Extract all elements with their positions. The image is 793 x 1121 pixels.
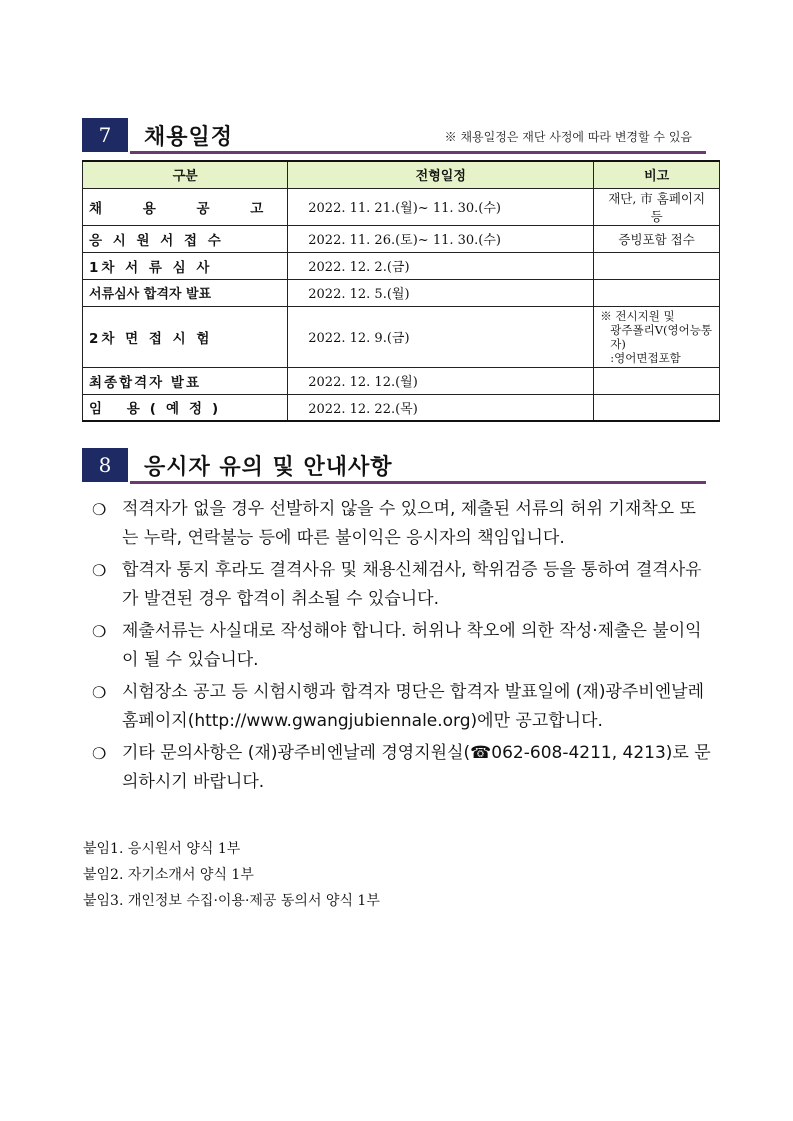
notice-text: 적격자가 없을 경우 선발하지 않을 수 있으며, 제출된 서류의 허위 기재착오 또는 누락, 연락불능 등에 따른 불이익은 응시자의 책임입니다. [122, 499, 696, 548]
circle-bullet-icon: ❍ [92, 500, 107, 519]
circle-bullet-icon: ❍ [92, 683, 107, 702]
table-row [83, 367, 720, 394]
date-cell: 2022. 11. 26.(토)~ 11. 30.(수) [288, 225, 594, 252]
note-cell [594, 306, 720, 367]
table-row [83, 306, 720, 367]
date-cell: 2022. 12. 5.(월) [288, 279, 594, 306]
section-underline [130, 481, 706, 484]
category-cell: 응 시 원 서 접 수 [83, 225, 288, 252]
schedule-table [82, 160, 720, 422]
table-header-row [83, 161, 720, 188]
column-header: 비고 [594, 161, 720, 188]
list-item [92, 739, 712, 797]
date-cell: 2022. 11. 21.(월)~ 11. 30.(수) [288, 188, 594, 225]
note-line: ※ 전시지원 및 [600, 308, 675, 323]
list-item [92, 556, 712, 614]
notice-text: 기타 문의사항은 (재)광주비엔날레 경영지원실(☎062-608-4211, 4213)로 문의하시기 바랍니다. [122, 743, 711, 792]
column-header: 구분 [83, 161, 288, 188]
date-cell: 2022. 12. 22.(목) [288, 394, 594, 421]
note-cell [594, 367, 720, 394]
table-row [83, 252, 720, 279]
note-line: :영어면접포함 [610, 350, 681, 365]
category-cell: 1차 서 류 심 사 [83, 252, 288, 279]
list-item [92, 678, 712, 736]
date-cell: 2022. 12. 12.(월) [288, 367, 594, 394]
section-7-header [82, 118, 706, 154]
notice-text: 시험장소 공고 등 시험시행과 합격자 명단은 합격자 발표일에 (재)광주비엔날레홈페이지(http://www.gwangjubiennale.org)에만 공고합니다. [122, 682, 704, 731]
schedule-change-note: ※ 채용일정은 재단 사정에 따라 변경할 수 있음 [444, 130, 692, 144]
circle-bullet-icon: ❍ [92, 744, 107, 763]
category-cell: 서류심사 합격자 발표 [83, 279, 288, 306]
attachment-list [83, 836, 380, 914]
note-cell [594, 252, 720, 279]
section-number: 7 [82, 118, 128, 152]
category-cell: 채 용 공 고 [83, 188, 288, 225]
note-cell [594, 279, 720, 306]
list-item [92, 617, 712, 675]
attachment-item: 붙임1. 응시원서 양식 1부 [83, 841, 241, 857]
note-cell: 증빙포함 접수 [594, 225, 720, 252]
section-8-header [82, 448, 706, 484]
note-cell: 재단, 市 홈페이지 등 [594, 188, 720, 225]
table-row [83, 188, 720, 225]
circle-bullet-icon: ❍ [92, 622, 107, 641]
section-title: 채용일정 [144, 125, 234, 150]
note-cell [594, 394, 720, 421]
category-cell: 임 용(예정) [83, 394, 288, 421]
column-header: 전형일정 [288, 161, 594, 188]
section-number: 8 [82, 448, 128, 482]
date-cell: 2022. 12. 9.(금) [288, 306, 594, 367]
notice-text: 제출서류는 사실대로 작성해야 합니다. 허위나 착오에 의한 작성·제출은 불이익이 될 수 있습니다. [122, 621, 702, 670]
list-item [92, 495, 712, 553]
section-underline [130, 151, 706, 154]
attachment-item: 붙임3. 개인정보 수집·이용·제공 동의서 양식 1부 [83, 893, 380, 909]
table-row [83, 279, 720, 306]
table-row [83, 225, 720, 252]
attachment-item: 붙임2. 자기소개서 양식 1부 [83, 867, 254, 883]
category-cell: 최종합격자 발표 [83, 367, 288, 394]
notice-text: 합격자 통지 후라도 결격사유 및 채용신체검사, 학위검증 등을 통하여 결격사유가 발견된 경우 합격이 취소될 수 있습니다. [122, 560, 702, 609]
circle-bullet-icon: ❍ [92, 561, 107, 580]
table-row [83, 394, 720, 421]
notice-list [92, 495, 712, 800]
date-cell: 2022. 12. 2.(금) [288, 252, 594, 279]
note-line: 광주폴리V(영어능통자) [610, 322, 712, 351]
section-title: 응시자 유의 및 안내사항 [144, 455, 393, 480]
category-cell: 2차 면 접 시 험 [83, 306, 288, 367]
